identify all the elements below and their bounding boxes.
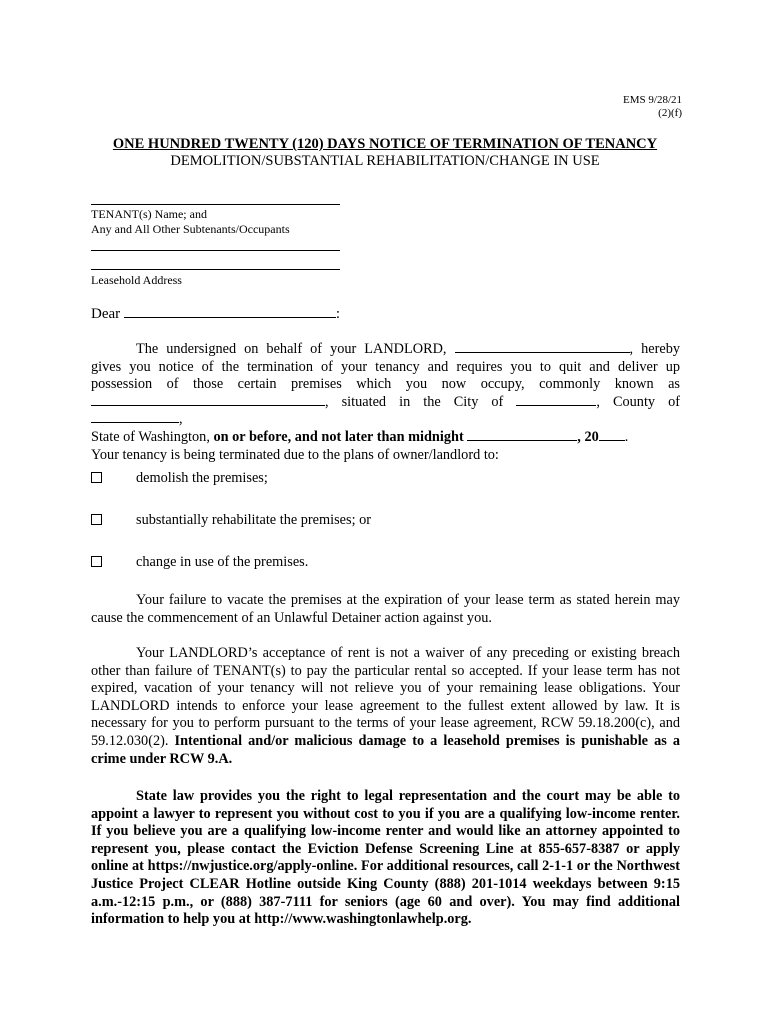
waiver-bold-text: Intentional and/or malicious damage to a leasehold premises is punishable as a crime under RCW 9.A. (91, 732, 681, 767)
document-title: ONE HUNDRED TWENTY (120) DAYS NOTICE OF TERMINATION OF TENANCY (112, 136, 658, 152)
tenant-name-field[interactable] (91, 204, 340, 205)
salutation-suffix: : (335, 306, 341, 322)
tenant-label-2: Any and All Other Subtenants/Occupants (91, 222, 290, 236)
tenant-label-1: TENANT(s) Name; and (91, 207, 207, 221)
waiver-text: Your LANDLORD’s acceptance of rent is not a waiver of any preceding or existing breach other than failure of TENANT(s) to pay the particular rental so accepted. If your lease term has not expired, vacation of your tenancy will not relieve you of your remaining lease obligations. Your LANDLORD intends to enforce your lease agreement to the fullest extent allowed by law. It is necessary for you to perform pursuant to the terms of your lease agreement, RCW 59.18.200(c), and 59.12.030(2). (91, 645, 680, 749)
p1-line-1 (91, 341, 680, 359)
p1-line1-text: The undersigned on behalf of your LANDLORD, (136, 341, 447, 357)
failure-paragraph: Your failure to vacate the premises at the expiration of your lease term as stated herein may cause the commencement of an Unlawful Detainer action against you. (91, 592, 680, 626)
year-field[interactable] (599, 439, 625, 441)
checkbox-demolish[interactable] (91, 472, 102, 488)
address-label: Leasehold Address (91, 273, 182, 287)
option-change-use-label: change in use of the premises. (136, 554, 309, 570)
checkbox-icon[interactable] (91, 514, 102, 525)
p1-line-4 (91, 394, 680, 429)
waiver-paragraph (91, 645, 680, 768)
premises-address-field[interactable] (91, 404, 325, 406)
deadline-date-field[interactable] (467, 439, 577, 441)
option-demolish-label: demolish the premises; (136, 470, 268, 486)
form-code-ref: (2)(f) (658, 107, 682, 119)
form-code (623, 94, 682, 120)
year-prefix: , 20 (577, 428, 599, 445)
notice-paragraph (91, 341, 680, 464)
checkbox-icon[interactable] (91, 556, 102, 567)
landlord-name-field[interactable] (455, 351, 630, 353)
checkbox-change-use[interactable] (91, 556, 102, 572)
checkbox-icon[interactable] (91, 472, 102, 483)
option-rehabilitate-label: substantially rehabilitate the premises; or (136, 512, 372, 528)
p1-line-5 (91, 429, 680, 447)
p1-line1-end: , hereby (629, 341, 680, 357)
p1-line-6: Your tenancy is being terminated due to the plans of owner/landlord to: (91, 446, 499, 463)
salutation-prefix: Dear (91, 306, 121, 322)
legal-rights-paragraph: State law provides you the right to legal representation and the court may be able to appoint a lawyer to represent you without cost to you if you are a qualifying low-income renter. If you believe you are a qualifying low-income renter and would like an attorney appointed to represent you, please contact the Eviction Defense Screening Line at 855-657-8387 or apply online at https://nwjustice.org/apply-online. For additional resources, call 2-1-1 or the Northwest Justice Project CLEAR Hotline outside King County (888) 201-1014 weekdays between 9:15 a.m.-12:15 p.m., or (888) 387-7111 for seniors (age 60 and over). You may find additional information to help you at http://www.washingtonlawhelp.org. (91, 788, 680, 928)
p1-line-3: possession of those certain premises which you now occupy, commonly known as (91, 376, 680, 393)
address-field-line-2[interactable] (91, 269, 340, 270)
deadline-text: on or before, and not later than midnight (213, 428, 464, 445)
county-label: , County of (596, 393, 681, 410)
county-field[interactable] (91, 421, 179, 423)
document-subtitle: DEMOLITION/SUBSTANTIAL REHABILITATION/CHANGE IN USE (170, 153, 600, 169)
city-field[interactable] (516, 404, 596, 406)
salutation (91, 306, 340, 323)
checkbox-rehabilitate[interactable] (91, 514, 102, 530)
county-comma: , (179, 411, 183, 428)
state-text: State of Washington, (91, 428, 210, 445)
address-field-line-1[interactable] (91, 250, 340, 251)
salutation-name-field[interactable] (124, 316, 336, 318)
p1-period: . (624, 428, 629, 445)
form-code-date: EMS 9/28/21 (623, 94, 682, 106)
p1-line-2: gives you notice of the termination of your tenancy and requires you to quit and deliver up (91, 358, 680, 375)
city-label: , situated in the City of (325, 393, 504, 410)
